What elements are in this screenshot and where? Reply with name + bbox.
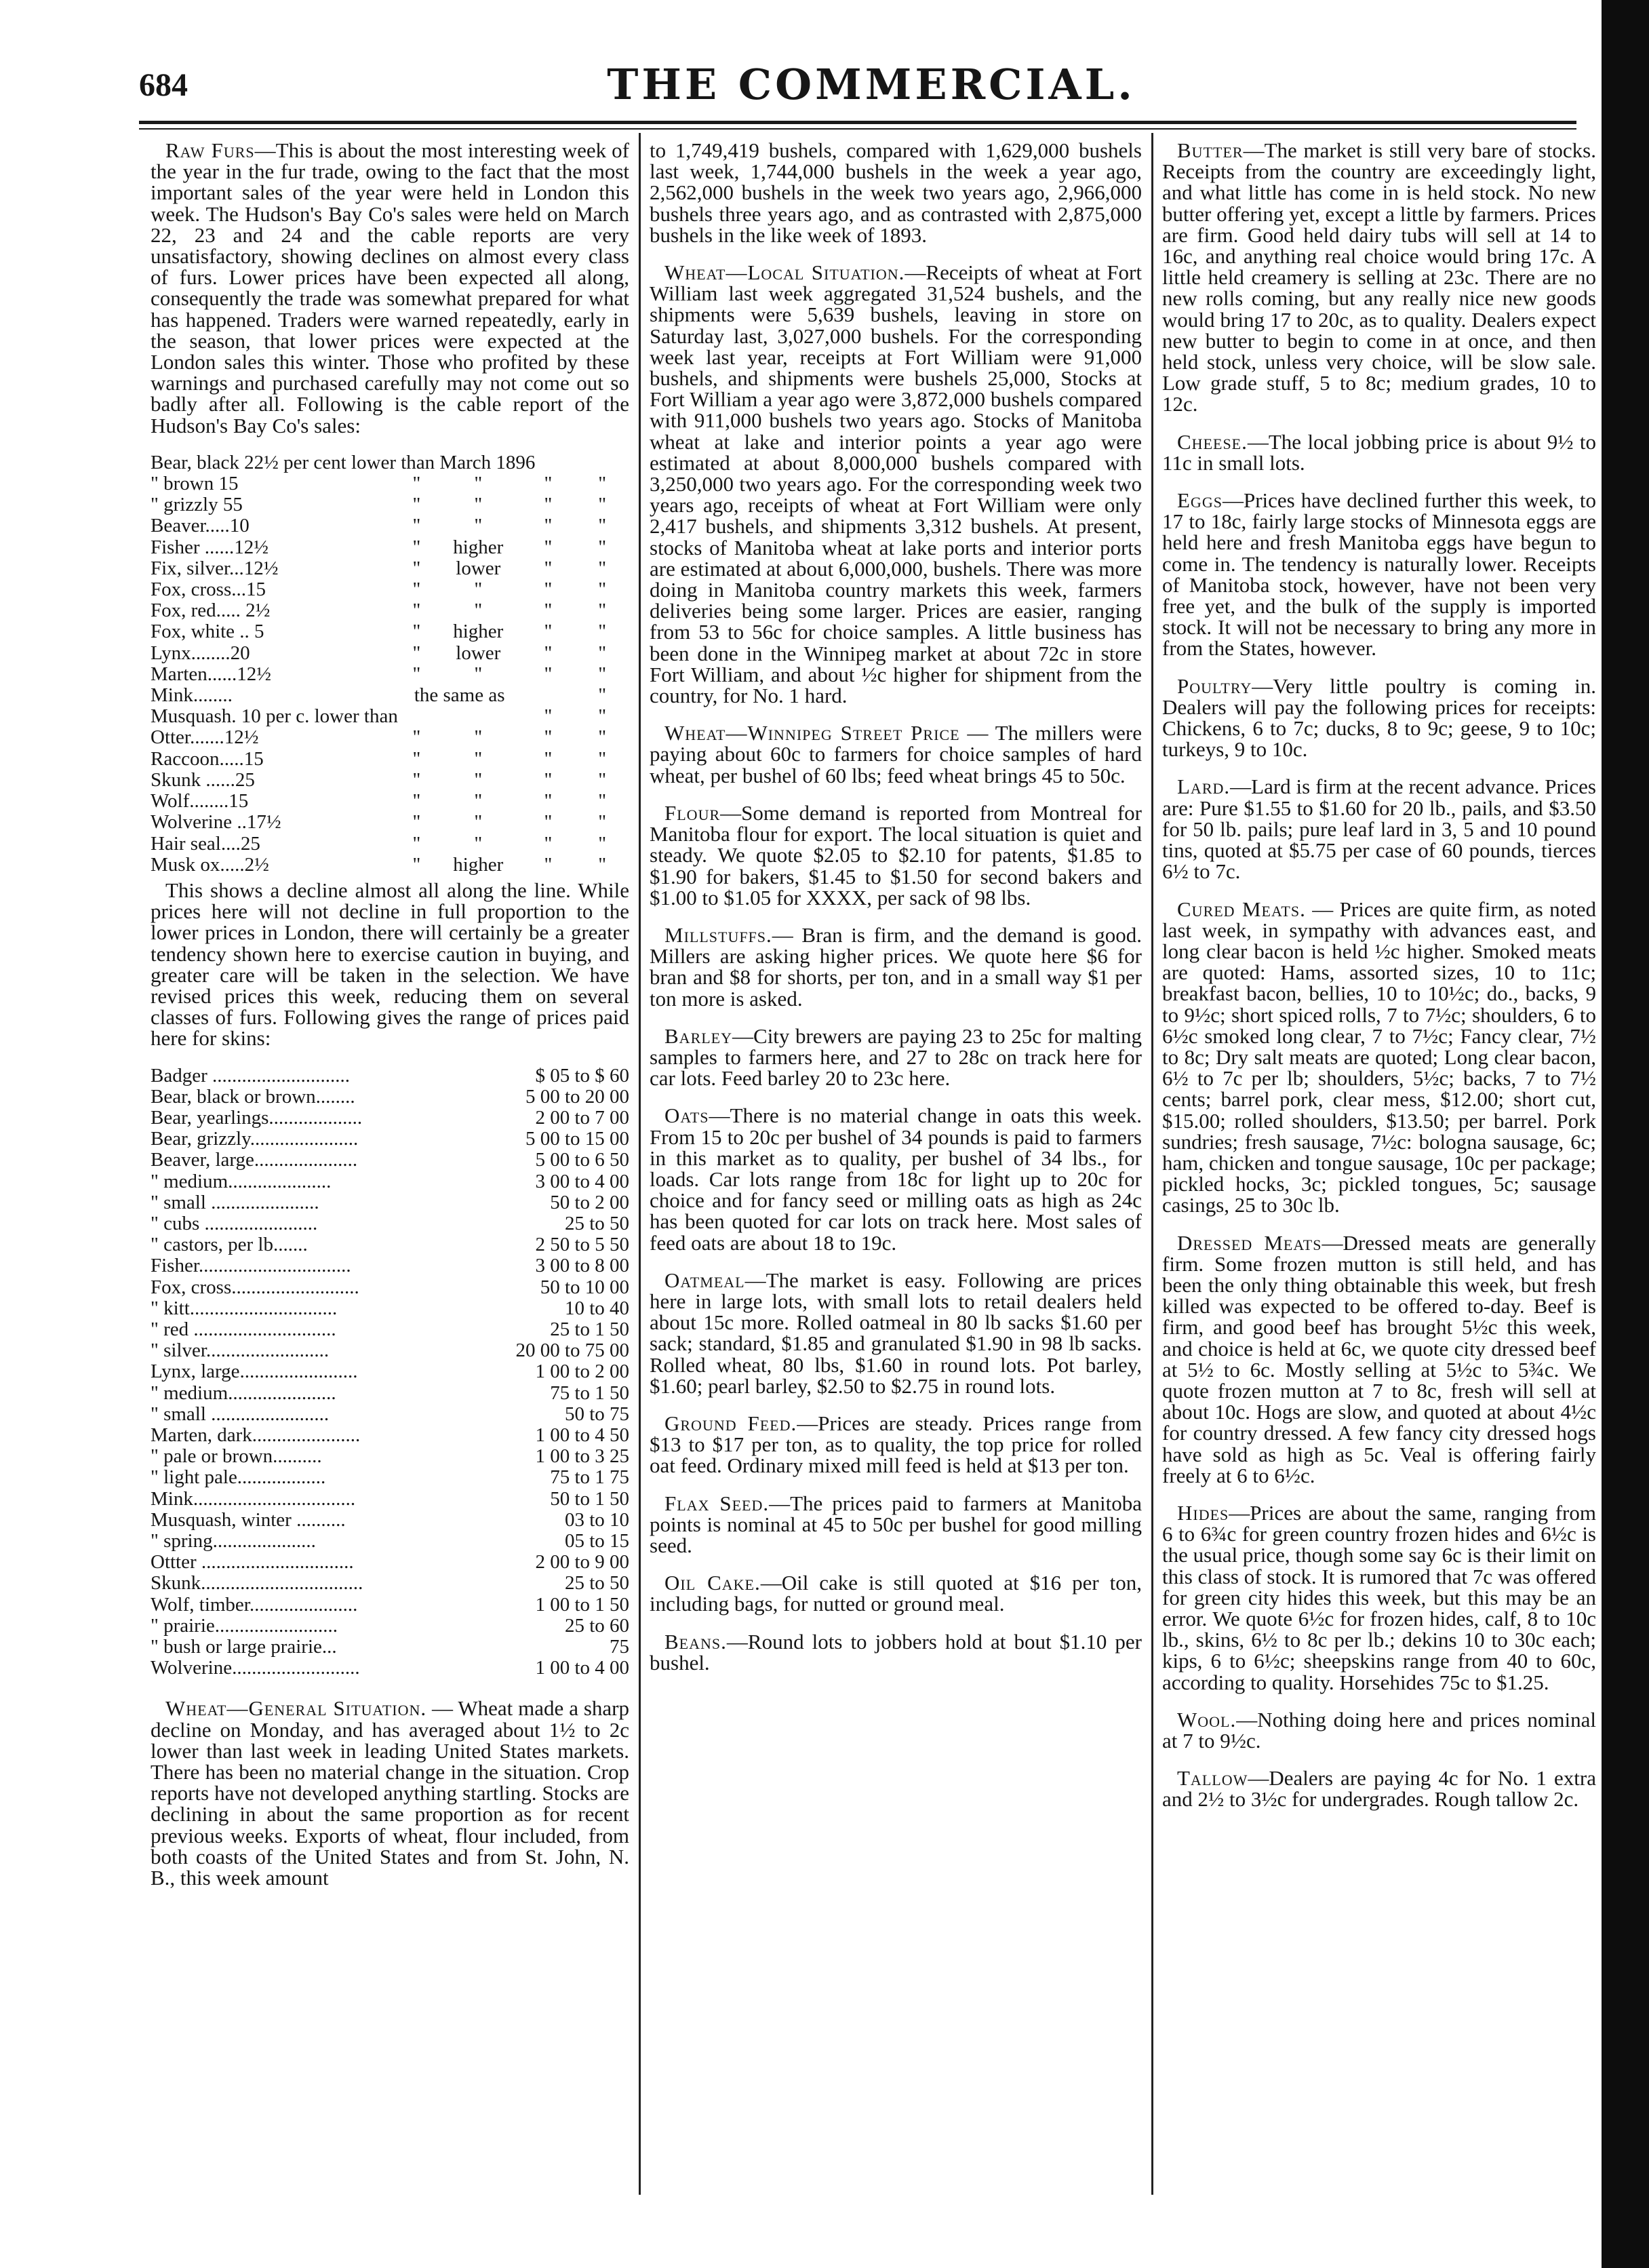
london-sales-row — [151, 855, 629, 876]
poultry-heading: Poultry — [1177, 673, 1252, 698]
london-sales-cell: " — [544, 705, 553, 728]
skin-price-row — [151, 1192, 629, 1213]
lard-article — [1162, 776, 1596, 882]
london-sales-cell: " grizzly 55 — [151, 494, 243, 516]
skin-price: 1 00 to 3 25 — [535, 1445, 629, 1468]
skin-price: 50 to 75 — [564, 1403, 629, 1425]
oil-cake-article — [650, 1572, 1142, 1614]
london-sales-row — [151, 494, 629, 515]
skin-item: Fox, cross.......................... — [151, 1276, 359, 1298]
skin-item: " pale or brown.......... — [151, 1445, 322, 1468]
london-sales-row — [151, 579, 629, 600]
skin-price: 20 00 to 75 00 — [515, 1340, 629, 1362]
masthead-title: THE COMMERCIAL. — [607, 60, 1136, 109]
london-sales-cell: the same as — [414, 684, 505, 707]
london-sales-cell: " — [412, 494, 421, 516]
lard-text: —Lard is firm at the recent advance. Prices are: Pure $1.55 to $1.60 for 20 lb., pails, and $3.50 for 50 lb. pails; pure leaf lard in 3, 5 and 10 pound tins, quoted at $5.75 per case of 60 pounds, tierces 6½ to 7c. — [1162, 775, 1596, 884]
tallow-heading: Tallow — [1177, 1766, 1248, 1791]
skin-price: 75 to 1 75 — [550, 1466, 629, 1489]
wheat-local-text: —Receipts of wheat at Fort William last week aggregated 31,524 bushels, and the shipments were 5,639 bushels, leaving in store on Saturday last, 3,027,000 bushels. For the corresponding week last year, receipts at Fort William were 91,000 bushels, and shipments were bushels 25,000, Stocks at Fort William a year ago were 3,872,000 bushels compared with 911,000 bushels two years ago. Stocks of Manitoba wheat at lake and interior points a year ago were estimated at about 8,000,000 bushels compared with 3,250,000 two years ago. For the corresponding week two years ago, receipts of wheat at Fort William were only 2,417 bushels, and shipments 3,312 bushels. At present, stocks of Manitoba wheat at lake ports and interior ports are estimated at about 6,000,000, bushels. There was more doing in Manitoba country markets this week, farmers deliveries being some larger. Prices are easier, ranging from 53 to 56c for choice samples. A little business has been done in the Winnipeg market at about 72c in store Fort William, and about ½c higher for shipment from the country, for No. 1 hard. — [650, 260, 1143, 708]
raw-furs-heading: Raw Furs — [165, 138, 255, 162]
london-sales-cell: " — [412, 853, 421, 876]
london-sales-cell: " — [598, 579, 607, 601]
london-sales-cell: Musk ox.....2½ — [151, 853, 269, 876]
skin-price: 05 to 15 — [564, 1530, 629, 1552]
london-sales-cell: " — [598, 642, 607, 664]
london-sales-cell: " — [598, 557, 607, 579]
millstuffs-heading: Millstuffs. — [664, 922, 772, 947]
wheat-general-article — [151, 1698, 629, 1888]
london-sales-cell: Hair seal....25 — [151, 832, 260, 855]
london-sales-row — [151, 664, 629, 685]
poultry-article — [1162, 673, 1596, 762]
london-sales-cell: " — [474, 515, 483, 537]
skin-price-row — [151, 1065, 629, 1087]
london-sales-cell: " — [474, 832, 483, 855]
skin-item: " prairie......................... — [151, 1614, 338, 1637]
tallow-article — [1162, 1767, 1596, 1810]
skin-item: " silver......................... — [151, 1340, 330, 1362]
london-sales-cell: higher — [453, 536, 504, 558]
london-sales-table — [151, 452, 629, 876]
wheat-local-article — [650, 262, 1142, 706]
london-sales-row — [151, 791, 629, 812]
london-sales-cell: " — [598, 600, 607, 622]
skin-price: $ 05 to $ 60 — [535, 1064, 629, 1087]
london-sales-cell: " — [412, 768, 421, 791]
london-sales-cell: " — [544, 600, 553, 622]
skin-item: Badger ............................ — [151, 1064, 350, 1087]
column-rule-2 — [1151, 133, 1153, 2195]
london-sales-cell: Fix, silver...12½ — [151, 557, 279, 579]
skin-price-row — [151, 1425, 629, 1446]
skin-item: Mink................................. — [151, 1487, 356, 1510]
skin-price: 3 00 to 4 00 — [535, 1170, 629, 1192]
skin-price: 2 50 to 5 50 — [535, 1234, 629, 1256]
wheat-general-heading: Wheat—General Situation. — [165, 1696, 427, 1721]
poultry-text: —Very little poultry is coming in. Dealers will pay the following prices for receipts: Chickens, 6 to 7c; ducks, 8 to 9c; geese, 9 to 10c; turkeys, 9 to 10c. — [1162, 673, 1596, 762]
skin-price: 5 00 to 6 50 — [535, 1149, 629, 1171]
wool-text: —Nothing doing here and prices nominal at 7 to 9½c. — [1162, 1707, 1596, 1753]
flax-seed-text: —The prices paid to farmers at Manitoba points is nominal at 45 to 50c per bushel for good milling seed. — [650, 1491, 1142, 1557]
oil-cake-heading: Oil Cake. — [664, 1571, 761, 1595]
oats-text: —There is no material change in oats this week. From 15 to 20c per bushel of 34 pounds is paid to farmers in this market as to quality, per bushel of 34 lbs., for loads. Car lots range from 18c for light up to 20c for choice and for fancy seed or milling oats as high as 24c has been quoted for car lots on track here. Most sales of feed oats are about 18 to 19c. — [650, 1103, 1142, 1255]
london-sales-cell: " — [474, 747, 483, 770]
skin-price-row — [151, 1255, 629, 1276]
london-sales-cell: " — [412, 726, 421, 749]
london-sales-cell: Mink........ — [151, 684, 233, 707]
london-sales-cell: " — [544, 515, 553, 537]
oatmeal-text: —The market is easy. Following are prices here in large lots, with small lots to retail dealers held about 15c more. Rolled oatmeal in 80 lb sacks $1.60 per sack; standard, $1.85 and granulated $1.90 in 98 lb sacks. Rolled wheat, 80 lbs, $1.60 in round lots. Pot barley, $1.60; pearl barley, $2.50 to $2.75 in round lots. — [650, 1268, 1142, 1398]
skin-price: 25 to 50 — [564, 1572, 629, 1595]
london-sales-cell: " — [412, 790, 421, 813]
cured-meats-text: — Prices are quite firm, as noted last week, in sympathy with advances east, and long clear bacon is held ½c higher. Smoked meats are quoted: Hams, assorted sizes, 10 to 11c; breakfast bacon, bellies, 10 to 10½c; do., backs, 9 to 9½c; short spiced rolls, 7 to 7½c; shoulders, 6 to 6½c smoked long clear, 7 to 7½c; Fancy clear, 7½ to 8c; Dry salt meats are quoted; Long clear bacon, 6½ to 7c per lb; shoulders, 5½c; backs, 7 to 7½ cents; barrel pork, clear mess, $12.00; short cut, $15.00; rolled shoulders, $13.50; per barrel. Pork sundries; fresh sausage, 7½c: bologna sausage, 6c; ham, chicken and tongue sausage, 10c per package; pickled hocks, 3c; pickled tongues, 5c; sausage casings, 25 to 30c lb. — [1162, 897, 1596, 1217]
oats-heading: Oats — [664, 1103, 709, 1128]
skin-price-row — [151, 1383, 629, 1404]
barley-text: —City brewers are paying 23 to 25c for malting samples to farmers here, and 27 to 28c on track here for car lots. Feed barley 20 to 23c here. — [650, 1023, 1142, 1091]
skin-price: 50 to 2 00 — [550, 1191, 629, 1213]
skin-price-row — [151, 1595, 629, 1616]
butter-text: —The market is still very bare of stocks. Receipts from the country are exceedingly light, and what little has come in is held stock. No new butter offering yet, except a little by farmers. Prices are firm. Good held dairy tubs will sell at 14 to 16c, and anything real choice would bring 17c. A little held creamery is selling at 23c. There are no new rolls coming, but any really nice new goods would bring 17 to 20c, as to quality. Dealers expect new butter to begin to come in at once, and then held stock, unless very choice, will be slow sale. Low grade stuff, 5 to 8c; medium grades, 10 to 12c. — [1162, 138, 1596, 416]
london-sales-cell: " — [412, 747, 421, 770]
london-sales-row — [151, 537, 629, 558]
london-sales-row — [151, 727, 629, 748]
skin-price-row — [151, 1361, 629, 1382]
hides-heading: Hides — [1177, 1500, 1229, 1525]
millstuffs-article — [650, 924, 1142, 1009]
skin-price: 1 00 to 2 00 — [535, 1361, 629, 1383]
london-sales-cell: " — [598, 705, 607, 728]
skin-price-row — [151, 1510, 629, 1531]
london-sales-cell: " — [544, 768, 553, 791]
skin-prices-table — [151, 1065, 629, 1679]
barley-heading: Barley — [664, 1023, 733, 1048]
page-number: 684 — [139, 67, 188, 103]
ground-feed-text: —Prices are steady. Prices range from $13 to $17 per ton, as to quality, the top price for rolled oat feed. Ordinary mixed mill feed is held at $13 per ton. — [650, 1411, 1142, 1478]
london-sales-cell: " — [412, 579, 421, 601]
london-sales-cell: " — [598, 726, 607, 749]
barley-article — [650, 1025, 1142, 1089]
masthead — [139, 62, 1604, 117]
london-sales-cell: " — [598, 811, 607, 834]
skin-price: 1 00 to 4 50 — [535, 1424, 629, 1446]
cheese-article — [1162, 431, 1596, 473]
london-sales-cell: Musquash. 10 per c. lower than — [151, 705, 398, 728]
flax-seed-heading: Flax Seed. — [664, 1491, 770, 1515]
london-sales-cell: " — [544, 663, 553, 685]
hides-text: —Prices are about the same, ranging from 6 to 6¾c for green country frozen hides and 6½c is the usual price, though some say 6c is their limit on this class of stock. It is rumored that 7c was offered for green city hides this week, but this may be an error. We quote 6½c for frozen hides, calf, 8 to 10c lb., skins, 6½ to 8c per lb.; dekins 10 to 30c each; kips, 6 to 6½c; sheepskins range from 40 to 60c, according to quality. Horsehides 75c to $1.25. — [1162, 1500, 1596, 1694]
skin-price: 2 00 to 7 00 — [535, 1106, 629, 1129]
skin-item: " small ........................ — [151, 1403, 330, 1425]
london-sales-cell: " — [474, 811, 483, 834]
decline-paragraph: This shows a decline almost all along the line. While prices here will not decline in full proportion to the lower prices in London, there will certainly be a greater tendency shown here to exercise caution in buying, and greater care will be taken in the selection. We have revised prices this week, reducing them on several classes of furs. Following gives the range of prices paid here for skins: — [151, 878, 629, 1051]
london-sales-cell: " — [412, 663, 421, 685]
london-sales-row — [151, 515, 629, 536]
skin-price-row — [151, 1637, 629, 1658]
london-sales-cell — [435, 706, 521, 727]
london-sales-cell: " — [412, 621, 421, 643]
skin-price-row — [151, 1467, 629, 1488]
skin-price: 5 00 to 15 00 — [525, 1128, 629, 1150]
raw-furs-article — [151, 140, 629, 436]
skin-item: " spring..................... — [151, 1530, 316, 1552]
london-sales-cell: " — [412, 832, 421, 855]
skin-item: " bush or large prairie... — [151, 1636, 337, 1658]
london-sales-cell: Wolf........15 — [151, 790, 249, 813]
london-sales-cell: " — [412, 473, 421, 495]
eggs-article — [1162, 490, 1596, 659]
london-sales-row — [151, 621, 629, 642]
wheat-local-heading: Wheat—Local Situation. — [664, 260, 905, 285]
london-sales-row — [151, 473, 629, 494]
cured-meats-heading: Cured Meats. — [1177, 897, 1306, 921]
london-sales-cell — [398, 706, 435, 727]
skin-price-row — [151, 1531, 629, 1552]
oatmeal-article — [650, 1270, 1142, 1396]
eggs-heading: Eggs — [1177, 488, 1223, 513]
skin-price: 25 to 50 — [564, 1212, 629, 1234]
london-sales-row — [151, 770, 629, 791]
skin-price-row — [151, 1552, 629, 1573]
skin-price: 5 00 to 20 00 — [525, 1085, 629, 1108]
london-sales-cell: " — [598, 853, 607, 876]
skin-price: 1 00 to 4 00 — [535, 1657, 629, 1679]
london-sales-row — [151, 749, 629, 770]
london-sales-cell: Wolverine ..17½ — [151, 811, 281, 834]
skin-price-row — [151, 1319, 629, 1340]
tallow-text: —Dealers are paying 4c for No. 1 extra and 2½ to 3½c for undergrades. Rough tallow 2c. — [1162, 1766, 1596, 1812]
column-3 — [1162, 140, 1596, 1826]
skin-item: Beaver, large..................... — [151, 1149, 358, 1171]
london-sales-cell: " — [412, 811, 421, 834]
skin-price-row — [151, 1129, 629, 1150]
london-sales-cell: " — [544, 811, 553, 834]
beans-text: —Round lots to jobbers hold at bout $1.10 per bushel. — [650, 1629, 1142, 1675]
london-sales-row — [151, 706, 629, 727]
london-sales-cell: " brown 15 — [151, 473, 239, 495]
london-sales-cell: " — [544, 473, 553, 495]
london-sales-cell: Marten......12½ — [151, 663, 271, 685]
skin-item: Skunk................................. — [151, 1572, 363, 1595]
london-sales-cell: " — [474, 494, 483, 516]
london-sales-cell: " — [598, 473, 607, 495]
london-sales-cell: " — [598, 790, 607, 813]
london-sales-cell: " — [544, 579, 553, 601]
london-sales-row — [151, 643, 629, 664]
wool-article — [1162, 1709, 1596, 1751]
cheese-text: —The local jobbing price is about 9½ to 11c in small lots. — [1162, 429, 1596, 475]
skin-item: Fisher............................... — [151, 1255, 351, 1277]
skin-item: Lynx, large........................ — [151, 1361, 358, 1383]
cured-meats-article — [1162, 899, 1596, 1216]
oats-article — [650, 1105, 1142, 1253]
wheat-winnipeg-heading: Wheat—Winnipeg Street Price — [664, 721, 960, 745]
skin-price: 25 to 60 — [564, 1614, 629, 1637]
london-sales-cell: " — [598, 515, 607, 537]
wheat-winnipeg-text: — The millers were paying about 60c to farmers for choice samples of hard wheat, per bushel of 60 lbs; feed wheat brings 45 to 50c. — [650, 721, 1142, 787]
eggs-text: —Prices have declined further this week, to 17 to 18c, fairly large stocks of Minnesota eggs are held here and fresh Manitoba eggs have begun to come in. The tendency is naturally lower. Receipts of Manitoba stock, however, have not been very free yet, and the bulk of the supply is imported stock. It will not be necessary to bring any more in from the States, however. — [1162, 488, 1596, 661]
london-sales-cell: " — [544, 621, 553, 643]
skin-item: Wolverine.......................... — [151, 1657, 360, 1679]
skin-price-row — [151, 1340, 629, 1361]
london-sales-cell: " — [598, 621, 607, 643]
skin-item: " small ...................... — [151, 1191, 319, 1213]
london-sales-cell: " — [412, 557, 421, 579]
skin-price-row — [151, 1234, 629, 1255]
london-sales-cell: " — [544, 853, 553, 876]
skin-price: 75 — [610, 1636, 629, 1658]
london-sales-row — [151, 558, 629, 579]
column-1 — [151, 140, 629, 1904]
skin-price: 2 00 to 9 00 — [535, 1551, 629, 1573]
flour-text: —Some demand is reported from Montreal for Manitoba flour for export. The local situation is quiet and steady. We quote $2.05 to $2.10 for patents, $1.85 to $1.90 for bakers, $1.45 to $1.50 for second bakers and $1.00 to $1.05 for XXXX, per sack of 98 lbs. — [650, 800, 1142, 910]
london-sales-cell: " — [412, 515, 421, 537]
london-sales-cell: Fox, red..... 2½ — [151, 600, 271, 622]
skin-price-row — [151, 1446, 629, 1467]
london-sales-row — [151, 685, 629, 706]
skin-price-row — [151, 1573, 629, 1594]
wheat-general-text: — Wheat made a sharp decline on Monday, and has averaged about 1½ to 2c lower than last week in leading United States markets. There has been no material change in the situation. Crop reports have not developed anything startling. Stocks are declining in about the same proportion as for recent previous weeks. Exports of wheat, flour included, from both coasts of the United States and from St. John, N. B., this week amount — [151, 1696, 629, 1890]
skin-item: " kitt.............................. — [151, 1297, 338, 1319]
flour-heading: Flour — [664, 800, 721, 825]
london-sales-cell: " — [544, 832, 553, 855]
london-sales-cell: " — [598, 663, 607, 685]
butter-heading: Butter — [1177, 138, 1244, 162]
london-sales-cell: " — [474, 579, 483, 601]
skin-price-row — [151, 1213, 629, 1234]
london-sales-cell: " — [474, 790, 483, 813]
masthead-rule-thin — [139, 128, 1576, 130]
london-sales-cell: Fox, cross...15 — [151, 579, 266, 601]
flax-seed-article — [650, 1493, 1142, 1557]
skin-item: " light pale.................. — [151, 1466, 326, 1489]
london-sales-cell: Skunk ......25 — [151, 768, 255, 791]
wheat-general-continued: to 1,749,419 bushels, compared with 1,629,000 bushels last week, 1,744,000 bushels in the week a year ago, 2,562,000 bushels in the week two years ago, 2,966,000 bushels three years ago, and as contrasted with 2,875,000 bushels in the like week of 1893. — [650, 138, 1142, 247]
london-sales-row — [151, 834, 629, 855]
skin-item: " red ............................. — [151, 1318, 336, 1340]
london-sales-cell: " — [474, 726, 483, 749]
skin-price: 75 to 1 50 — [550, 1382, 629, 1404]
london-sales-cell: " — [474, 663, 483, 685]
london-sales-cell: " — [412, 536, 421, 558]
london-sales-cell: Otter.......12½ — [151, 726, 259, 749]
wheat-winnipeg-article — [650, 722, 1142, 786]
london-sales-cell: lower — [456, 557, 501, 579]
wool-heading: Wool. — [1177, 1707, 1237, 1732]
ground-feed-article — [650, 1413, 1142, 1477]
london-sales-cell: " — [544, 726, 553, 749]
london-sales-row — [151, 452, 629, 473]
butter-article — [1162, 140, 1596, 415]
london-sales-cell — [521, 685, 576, 706]
london-sales-cell: " — [598, 747, 607, 770]
london-sales-cell: " — [598, 768, 607, 791]
raw-furs-text: —This is about the most interesting week of the year in the fur trade, owing to the fact that the most important sales of the year were held in London this week. The Hudson's Bay Co's sales were held on March 22, 23 and 24 and the cable reports are very unsatisfactory, showing declines on almost every class of furs. Lower prices have been expected all along, consequently the trade was somewhat prepared for what has happened. Traders were warned repeatedly, early in the season, that lower prices were expected at the London sales this winter. Those who profited by these warnings and purchased carefully may not come out so badly after all. Following is the cable report of the Hudson's Bay Co's sales: — [151, 138, 629, 437]
london-sales-cell: " — [544, 557, 553, 579]
london-sales-cell: Bear, black 22½ per cent lower than March 1896 — [151, 451, 536, 473]
dressed-meats-heading: Dressed Meats — [1177, 1230, 1322, 1255]
skin-item: " castors, per lb....... — [151, 1234, 308, 1256]
london-sales-cell: " — [544, 536, 553, 558]
skin-price-row — [151, 1404, 629, 1425]
london-sales-row — [151, 812, 629, 833]
skin-price-row — [151, 1108, 629, 1129]
ground-feed-heading: Ground Feed. — [664, 1411, 797, 1435]
london-sales-cell: " — [544, 494, 553, 516]
skin-item: Musquash, winter .......... — [151, 1508, 346, 1531]
hides-article — [1162, 1502, 1596, 1693]
london-sales-cell: " — [474, 600, 483, 622]
skin-item: Wolf, timber...................... — [151, 1593, 358, 1616]
london-sales-cell: " — [544, 790, 553, 813]
skin-price: 03 to 10 — [564, 1508, 629, 1531]
skin-price-row — [151, 1298, 629, 1319]
london-sales-row — [151, 600, 629, 621]
skin-price-row — [151, 1087, 629, 1108]
oatmeal-heading: Oatmeal — [664, 1268, 745, 1292]
london-sales-cell: Fisher ......12½ — [151, 536, 269, 558]
skin-price: 10 to 40 — [564, 1297, 629, 1319]
london-sales-cell: higher — [453, 853, 504, 876]
millstuffs-text: — Bran is firm, and the demand is good. Millers are asking higher prices. We quote here $6 for bran and $8 for shorts, per ton, and in a small way $1 per ton more is asked. — [650, 922, 1142, 1011]
beans-heading: Beans. — [664, 1629, 727, 1654]
skin-price-row — [151, 1489, 629, 1510]
dressed-meats-text: —Dressed meats are generally firm. Some frozen mutton is still held, and has been the only thing obtainable this week, but fresh killed was expected to be offered to-day. Beef is firm, and good beef has brought 5½c this week, and choice is held at 6c, we quote city dressed beef at 5½ to 6c. Mostly selling at 5½c to 5¾c. We quote frozen mutton at 7 to 8c, fresh will sell at about 10c. Hogs are slow, and quoted at about 4½c for country dressed. A few fancy city dressed hogs have sold as high as 5c. Veal is offering fairly freely at 6 to 6½c. — [1162, 1230, 1596, 1487]
masthead-rule — [139, 121, 1576, 124]
skin-item: " cubs ....................... — [151, 1212, 318, 1234]
skin-price-row — [151, 1658, 629, 1679]
oil-cake-text: —Oil cake is still quoted at $16 per ton, including bags, for nutted or ground meal. — [650, 1571, 1142, 1616]
beans-article — [650, 1631, 1142, 1673]
london-sales-cell: higher — [453, 621, 504, 643]
london-sales-cell: " — [544, 642, 553, 664]
london-sales-cell: " — [598, 494, 607, 516]
skin-item: Bear, black or brown........ — [151, 1085, 355, 1108]
london-sales-cell: " — [474, 768, 483, 791]
column-2 — [650, 140, 1142, 1689]
skin-price-row — [151, 1150, 629, 1171]
london-sales-cell: lower — [456, 642, 501, 664]
skin-price: 50 to 1 50 — [550, 1487, 629, 1510]
london-sales-cell: " — [598, 832, 607, 855]
skin-price-row — [151, 1277, 629, 1298]
london-sales-cell: " — [412, 600, 421, 622]
flour-article — [650, 802, 1142, 908]
london-sales-cell: " — [598, 536, 607, 558]
london-sales-cell: Lynx........20 — [151, 642, 250, 664]
scan-edge-bar — [1602, 0, 1649, 2268]
london-sales-cell: " — [598, 684, 607, 707]
skin-price: 1 00 to 1 50 — [535, 1593, 629, 1616]
skin-item: " medium...................... — [151, 1382, 336, 1404]
skin-item: Bear, yearlings................... — [151, 1106, 363, 1129]
skin-price: 50 to 10 00 — [540, 1276, 629, 1298]
skin-price: 3 00 to 8 00 — [535, 1255, 629, 1277]
skin-price: 25 to 1 50 — [550, 1318, 629, 1340]
london-sales-cell: " — [412, 642, 421, 664]
column-rule-1 — [639, 133, 641, 2195]
skin-item: " medium..................... — [151, 1170, 332, 1192]
london-sales-cell: Raccoon.....15 — [151, 747, 264, 770]
dressed-meats-article — [1162, 1232, 1596, 1486]
skin-item: Bear, grizzly...................... — [151, 1128, 359, 1150]
london-sales-cell: Fox, white .. 5 — [151, 621, 264, 643]
skin-item: Ottter ............................... — [151, 1551, 354, 1573]
london-sales-cell: Beaver.....10 — [151, 515, 250, 537]
london-sales-cell: " — [544, 747, 553, 770]
lard-heading: Lard. — [1177, 775, 1231, 799]
skin-item: Marten, dark...................... — [151, 1424, 361, 1446]
skin-price-row — [151, 1616, 629, 1637]
cheese-heading: Cheese. — [1177, 429, 1248, 454]
skin-price-row — [151, 1171, 629, 1192]
london-sales-cell: " — [474, 473, 483, 495]
